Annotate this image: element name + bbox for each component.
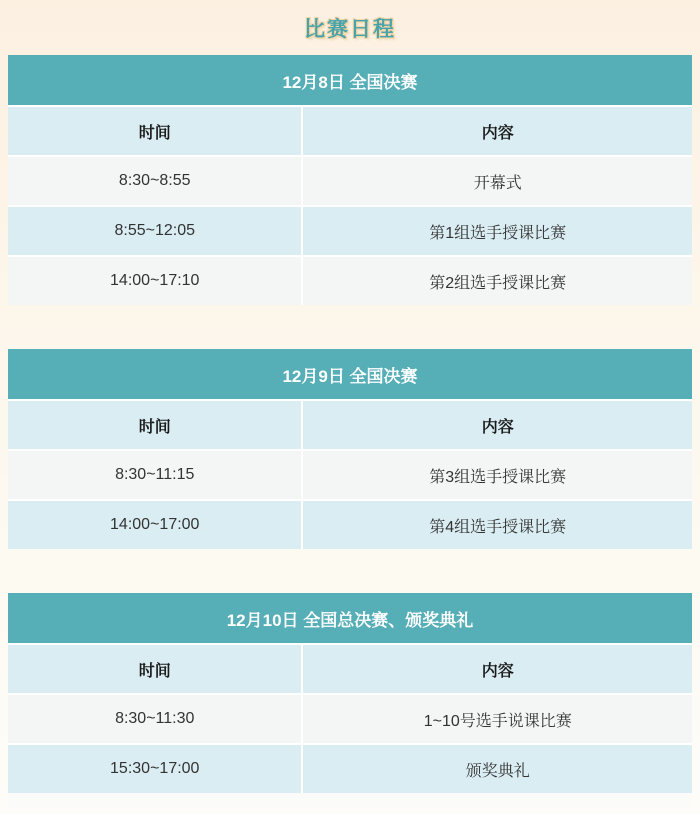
content-cell: 第2组选手授课比赛 xyxy=(429,274,567,292)
page-title-bar xyxy=(0,0,700,55)
time-column-header: 时间 xyxy=(8,107,303,155)
time-column-header: 时间 xyxy=(8,401,303,449)
table-row xyxy=(8,449,692,499)
content-column-header: 内容 xyxy=(481,124,514,142)
column-header-row xyxy=(8,105,692,155)
time-cell: 8:30~11:15 xyxy=(8,451,303,499)
schedule-table-dec9 xyxy=(8,349,692,549)
table-title: 12月8日 全国决赛 xyxy=(282,72,418,92)
content-cell: 第3组选手授课比赛 xyxy=(429,468,567,486)
column-header-row xyxy=(8,399,692,449)
time-cell: 14:00~17:10 xyxy=(8,257,303,305)
content-column-header: 内容 xyxy=(481,662,514,680)
table-row xyxy=(8,255,692,305)
table-title: 12月9日 全国决赛 xyxy=(282,366,418,386)
content-cell: 颁奖典礼 xyxy=(465,762,530,780)
column-header-row xyxy=(8,643,692,693)
time-column-header: 时间 xyxy=(8,645,303,693)
schedule-table-dec10 xyxy=(8,593,692,807)
table-header-row xyxy=(8,593,692,643)
table-title: 12月10日 全国总决赛、颁奖典礼 xyxy=(226,610,474,630)
content-cell: 开幕式 xyxy=(473,174,522,192)
content-cell: 第1组选手授课比赛 xyxy=(429,224,567,242)
content-column-header: 内容 xyxy=(481,418,514,436)
table-row xyxy=(8,155,692,205)
content-cell: 1~10号选手说课比赛 xyxy=(423,712,572,730)
time-cell: 14:00~17:00 xyxy=(8,501,303,549)
schedule-table-dec8 xyxy=(8,55,692,305)
time-cell: 15:30~17:00 xyxy=(8,745,303,793)
content-cell: 第4组选手授课比赛 xyxy=(429,518,567,536)
time-cell: 8:30~8:55 xyxy=(8,157,303,205)
table-row xyxy=(8,205,692,255)
cutoff-row-band xyxy=(8,793,692,807)
table-header-row xyxy=(8,349,692,399)
table-row xyxy=(8,499,692,549)
table-row xyxy=(8,743,692,793)
time-cell: 8:55~12:05 xyxy=(8,207,303,255)
table-row xyxy=(8,693,692,743)
page-title: 比赛日程 xyxy=(304,17,396,41)
time-cell: 8:30~11:30 xyxy=(8,695,303,743)
table-header-row xyxy=(8,55,692,105)
